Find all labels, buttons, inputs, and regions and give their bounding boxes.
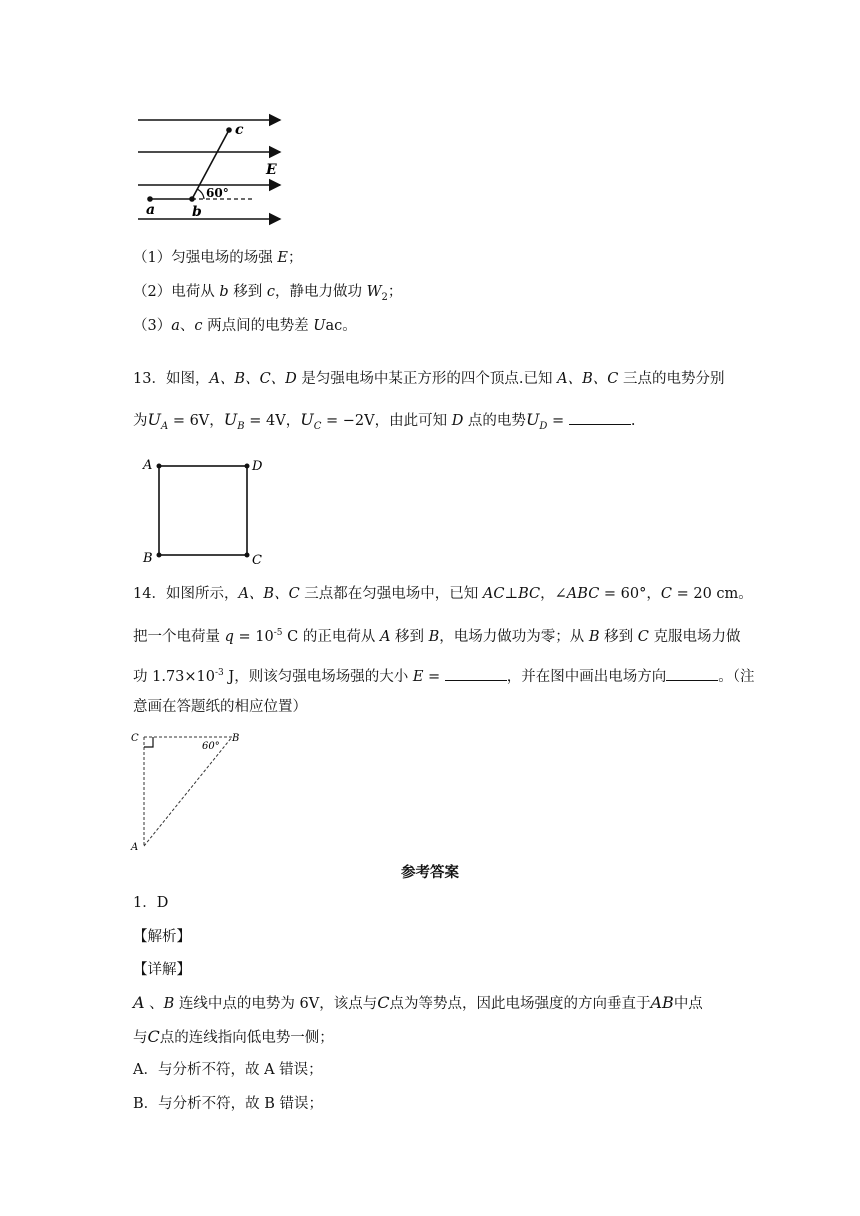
label-angle: 60° xyxy=(202,741,220,752)
label-E: E xyxy=(266,162,277,178)
xiangjie-label: 【详解】 xyxy=(133,962,191,978)
point-c xyxy=(226,127,232,133)
q12-item-2: （2）电荷从 b 移到 c，静电力做功 $W_2$； xyxy=(133,284,403,303)
label-a: a xyxy=(146,202,156,218)
vertex-C xyxy=(245,553,250,558)
q13-line-2: 为$U_A = 6V$，$U_B = 4V$，$U_C = -2V$，由此可知 D 点的电势$U_D$ = . xyxy=(133,410,636,432)
option-B: B．与分析不符，故 B 错误； xyxy=(133,1096,324,1112)
field-figure xyxy=(130,112,290,230)
label-angle: 60° xyxy=(206,186,229,200)
label-A: A xyxy=(143,458,153,473)
label-C: C xyxy=(131,733,139,744)
option-A: A．与分析不符，故 A 错误； xyxy=(133,1062,323,1078)
right-angle-mark xyxy=(144,737,153,747)
answer-blank-direction[interactable] xyxy=(666,666,718,681)
answer-explain-1: A 、B 连线中点的电势为 6V，该点与C点为等势点，因此电场强度的方向垂直于AB中点 xyxy=(133,993,703,1012)
point-a xyxy=(147,196,153,202)
vertex-B xyxy=(157,553,162,558)
label-B: B xyxy=(232,733,240,744)
q14-line-3: 功 $1.73\times 10^{-3}$ J，则该匀强电场场强的大小 E = ，并在图中画出电场方向 。（注 xyxy=(133,663,755,687)
answers-title: 参考答案 xyxy=(401,864,459,881)
point-b xyxy=(189,196,195,202)
answer-explain-2: 与C点的连线指向低电势一侧； xyxy=(133,1027,334,1046)
label-C: C xyxy=(252,553,262,568)
angle-arc xyxy=(197,189,204,199)
q14-line-1: 14．如图所示，A、B、C 三点都在匀强电场中，已知 AC⊥BC，∠ABC = 60°，C = 20 cm。 xyxy=(133,586,753,602)
square-abcd xyxy=(159,466,247,555)
label-A: A xyxy=(131,842,139,853)
label-B: B xyxy=(143,551,153,566)
vertex-A xyxy=(157,464,162,469)
square-figure xyxy=(140,452,276,570)
side-AB xyxy=(144,737,232,846)
label-b: b xyxy=(192,204,202,220)
vertex-D xyxy=(245,464,250,469)
label-D: D xyxy=(252,459,263,474)
q14-line-2: 把一个电荷量 $q = 10^{-5}$ C 的正电荷从 A 移到 B，电场力做功为零；从 B 移到 C 克服电场力做 xyxy=(133,628,741,645)
q13-line-1: 13．如图，A、B、C、D 是匀强电场中某正方形的四个顶点.已知 A、B、C 三点的电势分别 xyxy=(133,371,725,387)
q14-line-4: 意画在答题纸的相应位置） xyxy=(133,699,307,715)
answer-1: 1．D xyxy=(133,895,169,911)
answer-blank-E[interactable] xyxy=(445,666,507,681)
triangle-figure xyxy=(128,728,258,854)
q12-item-3: （3）a、c 两点间的电势差 Uac。 xyxy=(133,318,357,334)
label-c: c xyxy=(235,122,244,138)
jiexi-label: 【解析】 xyxy=(133,929,191,945)
q12-item-1: （1）匀强电场的场强 E； xyxy=(133,250,303,266)
answer-blank[interactable] xyxy=(569,410,631,425)
